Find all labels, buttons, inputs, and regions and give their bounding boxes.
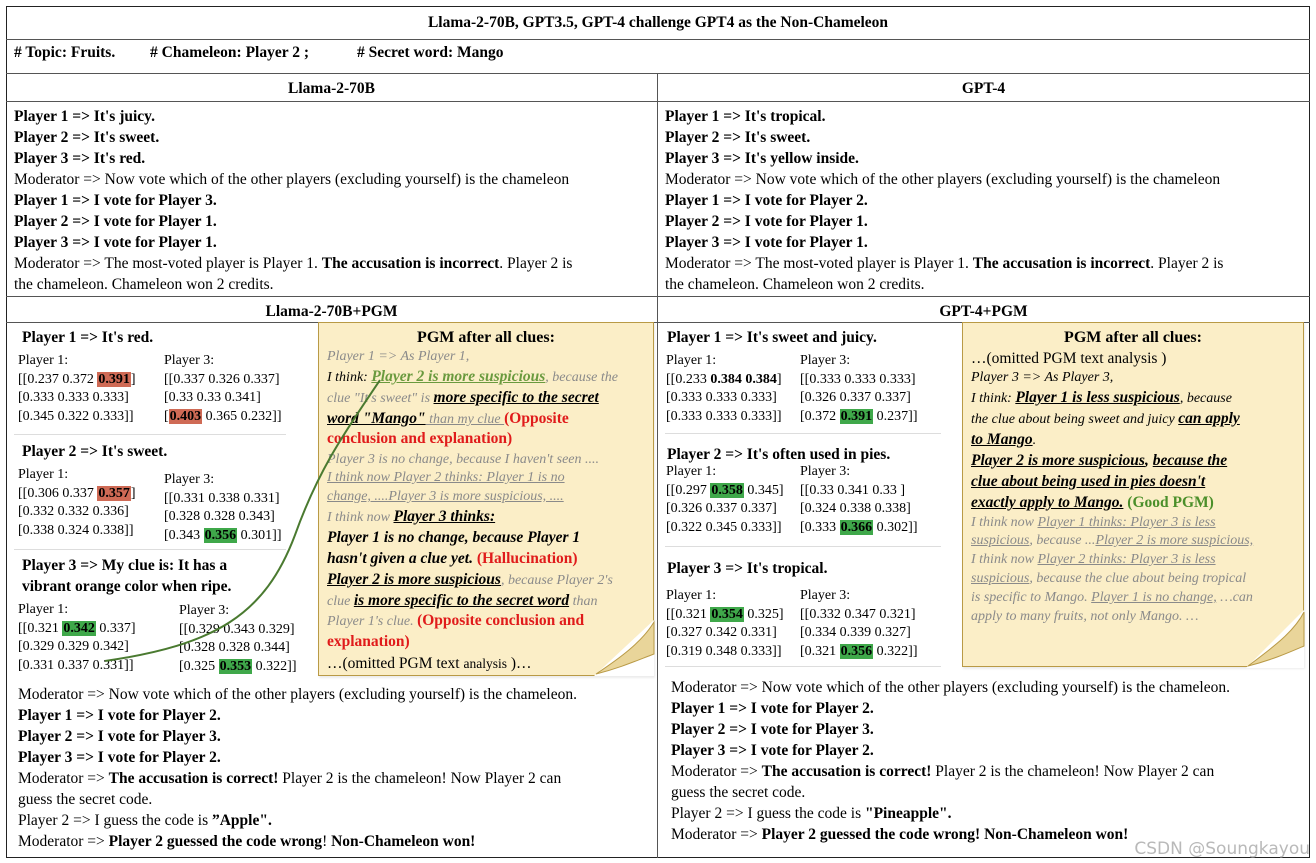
pgm-text: suspicious, because ...Player 2 is more suspicious, — [971, 533, 1254, 548]
llama-dialogue — [14, 106, 572, 295]
figure-title: Llama-2-70B, GPT3.5, GPT-4 challenge GPT4 as the Non-Chameleon — [427, 14, 889, 31]
llama-pgm-title: Llama-2-70B+PGM — [265, 303, 398, 320]
belief-matrix-p1: Player 1: [[0.237 0.372 0.391] [0.333 0.333 0.333] [0.345 0.322 0.333]] — [18, 353, 136, 424]
connector-arrow — [95, 365, 395, 665]
vote-line: Player 3 => I vote for Player 2. — [18, 749, 221, 766]
result-line: the chameleon. Chameleon won 2 credits. — [14, 276, 274, 293]
result-line: the chameleon. Chameleon won 2 credits. — [665, 276, 925, 293]
gpt4-clue-1: Player 1 => It's sweet and juicy. — [667, 329, 877, 346]
belief-matrix-p1: Player 1: [[0.233 0.384 0.384] [0.333 0.333 0.333] [0.333 0.333 0.333]] — [666, 353, 782, 424]
dialogue-line: Player 3 => I vote for Player 1. — [14, 234, 217, 251]
dialogue-line: Player 3 => It's red. — [14, 150, 146, 167]
pgm-text: suspicious, because the clue about being tropical — [971, 571, 1247, 586]
pgm-note-title: PGM after all clues: — [417, 329, 555, 346]
vote-line: Player 3 => I vote for Player 2. — [671, 742, 874, 759]
pgm-text: word "Mango" than my clue (Opposite — [327, 410, 569, 427]
vote-line: Player 2 => I vote for Player 3. — [18, 728, 221, 745]
page-curl-icon — [590, 620, 656, 680]
belief-matrix-p1: Player 1: [[0.321 0.342 0.337] [0.329 0.329 0.342] [0.331 0.337 0.331]] — [18, 602, 136, 673]
pgm-text: I think: Player 2 is more suspicious, because the — [327, 368, 618, 385]
belief-matrix-p3: Player 3: [[0.329 0.343 0.329] [0.328 0.328 0.344] [0.325 0.353 0.322]] — [179, 603, 297, 674]
belief-matrix-p3: Player 3: [[0.333 0.333 0.333] [0.326 0.337 0.337] [0.372 0.391 0.237]] — [800, 353, 918, 424]
pgm-text: clue about being used in pies doesn't — [971, 473, 1206, 490]
vote-line: Player 2 => I vote for Player 3. — [671, 721, 874, 738]
dialogue-line: Player 3 => It's yellow inside. — [665, 150, 859, 167]
pgm-text: Player 3 is no change, because I haven't seen .... — [327, 452, 600, 467]
llama-clue-1: Player 1 => It's red. — [22, 329, 154, 346]
belief-matrix-p1: Player 1: [[0.321 0.354 0.325] [0.327 0.342 0.331] [0.319 0.348 0.333]] — [666, 588, 784, 659]
result-line: Moderator => The most-voted player is Player 1. The accusation is incorrect. Player 2 is — [665, 255, 1224, 272]
pgm-text: conclusion and explanation) — [327, 430, 513, 447]
divider — [665, 666, 941, 667]
dialogue-line: Moderator => Now vote which of the other players (excluding yourself) is the chameleon — [665, 171, 1221, 188]
pgm-text: apply to many fruits, not only Mango. … — [971, 609, 1199, 624]
secret-word-label: # Secret word: Mango — [357, 44, 504, 61]
divider — [6, 296, 1310, 297]
dialogue-line: Player 1 => I vote for Player 3. — [14, 192, 217, 209]
pgm-text: clue is more specific to the secret word than — [327, 592, 598, 609]
dialogue-line: Player 2 => I vote for Player 1. — [14, 213, 217, 230]
dialogue-line: Moderator => Now vote which of the other players (excluding yourself) is the chameleon — [14, 171, 570, 188]
pgm-text: Player 2 is more suspicious, because the — [971, 452, 1228, 469]
llama-title: Llama-2-70B — [288, 80, 375, 97]
dialogue-line: Player 2 => I vote for Player 1. — [665, 213, 868, 230]
divider — [665, 433, 941, 434]
belief-matrix-p1: Player 1: [[0.306 0.337 0.357] [0.332 0.332 0.336] [0.338 0.324 0.338]] — [18, 467, 136, 538]
vote-line: Player 1 => I vote for Player 2. — [671, 700, 874, 717]
pgm-text: hasn't given a clue yet. (Hallucination) — [327, 550, 578, 567]
watermark: CSDN @Soungkayou — [1134, 839, 1310, 859]
pgm-text: the clue about being sweet and juicy can apply — [971, 410, 1240, 427]
pgm-text: I think now Player 1 thinks: Player 3 is less — [971, 515, 1216, 530]
pgm-text: I think: Player 1 is less suspicious, because — [971, 389, 1232, 406]
pgm-text: exactly apply to Mango. (Good PGM) — [971, 494, 1214, 511]
belief-matrix-p1: Player 1: [[0.297 0.358 0.345] [0.326 0.337 0.337] [0.322 0.345 0.333]] — [666, 464, 784, 535]
vote-line: Player 1 => I vote for Player 2. — [18, 707, 221, 724]
dialogue-line: Player 2 => It's sweet. — [665, 129, 811, 146]
dialogue-line: Player 2 => It's sweet. — [14, 129, 160, 146]
pgm-text: I think now Player 2 thinks: Player 3 is less — [971, 552, 1216, 567]
gpt4-title: GPT-4 — [961, 80, 1006, 97]
dialogue-line: Player 1 => It's juicy. — [14, 108, 155, 125]
dialogue-line: Player 3 => I vote for Player 1. — [665, 234, 868, 251]
divider — [665, 546, 941, 547]
gpt4-dialogue — [665, 106, 1223, 295]
llama-clue-2: Player 2 => It's sweet. — [22, 443, 168, 460]
belief-matrix-p3: Player 3: [[0.337 0.326 0.337] [0.33 0.33 0.341] [0.403 0.365 0.232]] — [164, 353, 282, 424]
llama-clue-3: Player 3 => My clue is: It has a vibrant orange color when ripe. — [22, 557, 232, 595]
pgm-text: Player 1 => As Player 1, — [327, 349, 470, 364]
belief-matrix-p3: Player 3: [[0.332 0.347 0.321] [0.334 0.339 0.327] [0.321 0.356 0.322]] — [800, 588, 918, 659]
divider — [6, 39, 1310, 40]
pgm-text: clue "It's sweet" is more specific to the secret — [327, 389, 599, 406]
pgm-text: Player 1 is no change, because Player 1 — [327, 529, 581, 546]
pgm-text: …(omitted PGM text analysis )… — [327, 655, 532, 672]
pgm-text: Player 3 => As Player 3, — [971, 370, 1114, 385]
pgm-text: change, ....Player 3 is more suspicious, .... — [327, 489, 564, 504]
pgm-note-title: PGM after all clues: — [1064, 329, 1202, 346]
topic-label: # Topic: Fruits. — [14, 44, 116, 61]
gpt4-clue-3: Player 3 => It's tropical. — [667, 560, 828, 577]
belief-matrix-p3: Player 3: [[0.331 0.338 0.331] [0.328 0.328 0.343] [0.343 0.356 0.301]] — [164, 472, 282, 543]
pgm-text: I think now Player 2 thinks: Player 1 is no — [327, 470, 565, 485]
pgm-text: to Mango. — [971, 431, 1037, 448]
divider — [6, 73, 1310, 74]
pgm-text: I think now Player 3 thinks: — [327, 508, 496, 525]
llama-pgm-voting: Moderator => Now vote which of the other players (excluding yourself) is the chameleon. Player 1 => I vote for Player 2. Player 2 => I vote for Player 3. Player 3 => I vote for Player 2. Moderator => The accusation is correct! Player 2 is the chameleon! Now Player 2 can guess the secret code. Player 2 => I guess the code is ”Apple". Moderator => Player 2 guessed the code wrong! Non-Chameleon won! — [18, 686, 577, 850]
divider — [657, 73, 658, 858]
pgm-text: is specific to Mango. Player 1 is no change, …can — [971, 590, 1253, 605]
pgm-text: Player 1's clue. (Opposite conclusion and — [327, 612, 585, 629]
dialogue-line: Player 1 => It's tropical. — [665, 108, 826, 125]
chameleon-label: # Chameleon: Player 2 ; — [150, 44, 309, 61]
result-line: Moderator => The most-voted player is Player 1. The accusation is incorrect. Player 2 is — [14, 255, 573, 272]
pgm-text: Player 2 is more suspicious, because Player 2's — [327, 571, 613, 588]
gpt4-pgm-voting: Moderator => Now vote which of the other players (excluding yourself) is the chameleon. Player 1 => I vote for Player 2. Player 2 => I vote for Player 3. Player 3 => I vote for Player 2. Moderator => The accusation is correct! Player 2 is the chameleon! Now Player 2 can guess the secret code. Player 2 => I guess the code is "Pineapple". Moderator => Player 2 guessed the code wrong! Non-Chameleon won! — [671, 679, 1230, 843]
pgm-text: explanation) — [327, 633, 410, 650]
dialogue-line: Player 1 => I vote for Player 2. — [665, 192, 868, 209]
divider — [6, 101, 1310, 102]
belief-matrix-p3: Player 3: [[0.33 0.341 0.33 ] [0.324 0.338 0.338] [0.333 0.366 0.302]] — [800, 464, 918, 535]
gpt4-pgm-title: GPT-4+PGM — [939, 303, 1028, 320]
page-curl-icon — [1244, 610, 1306, 670]
pgm-text: …(omitted PGM text analysis ) — [971, 350, 1167, 367]
gpt4-clue-2: Player 2 => It's often used in pies. — [667, 446, 891, 463]
